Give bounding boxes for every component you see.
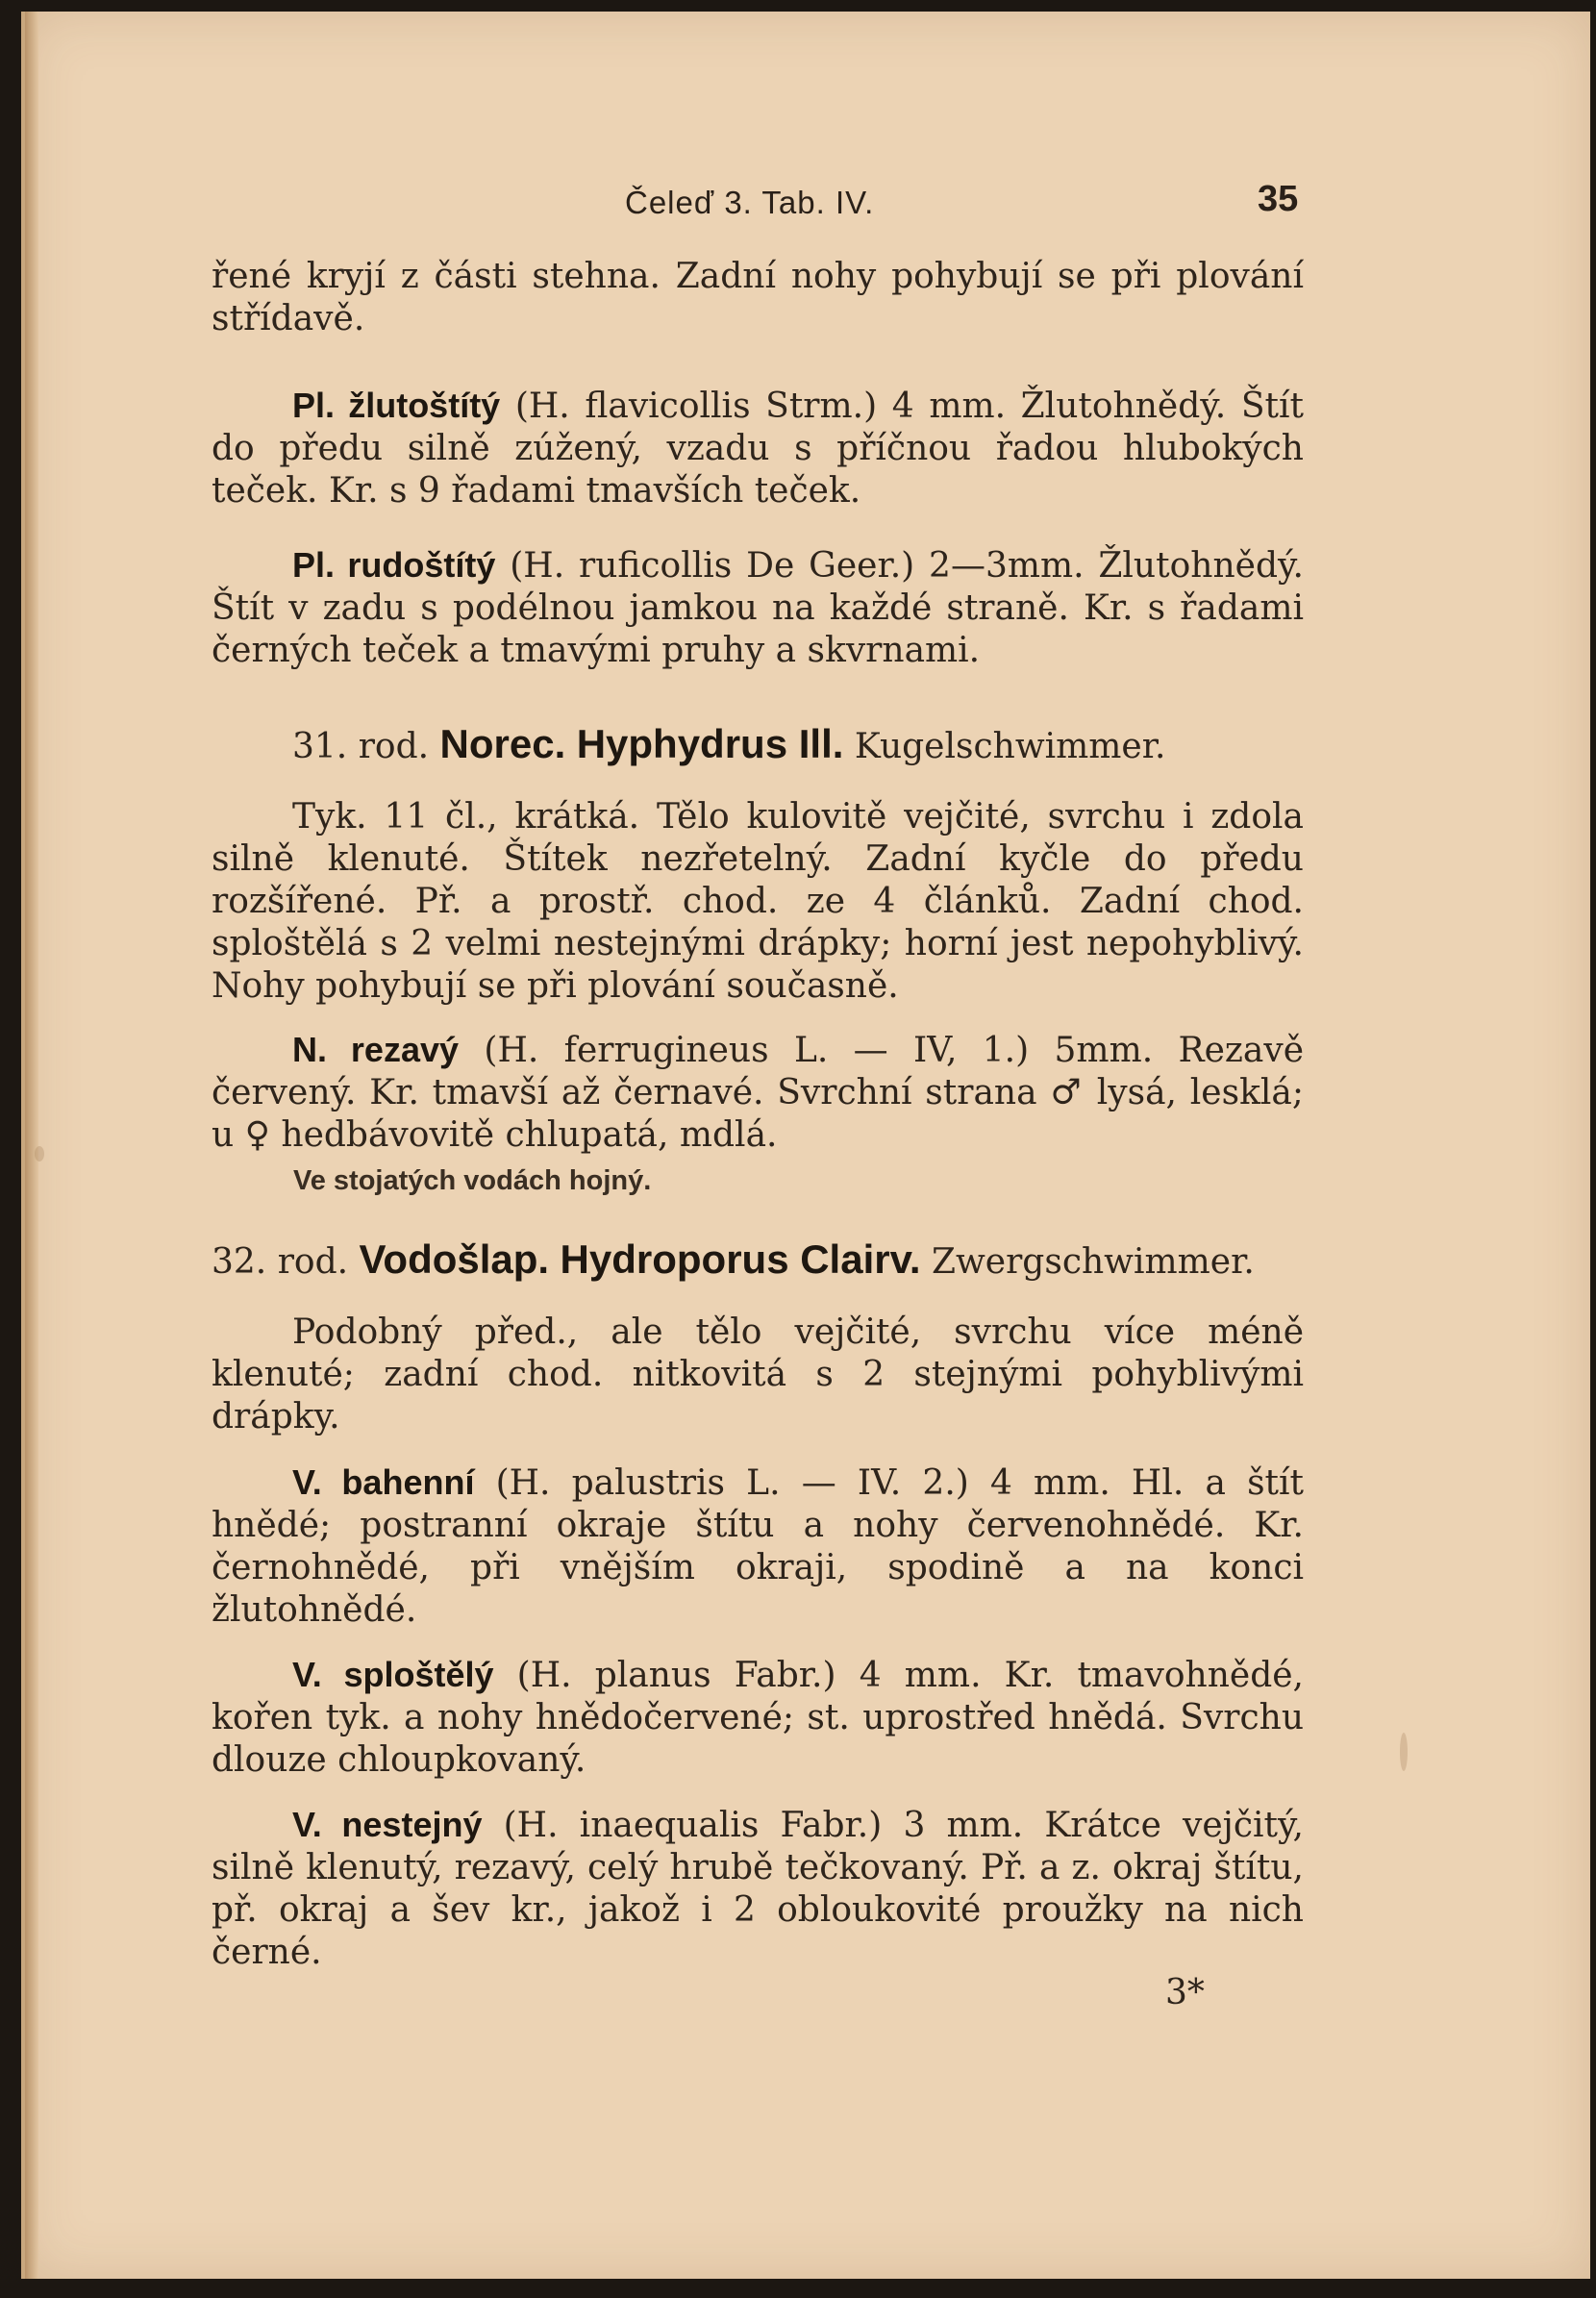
species-entry-flavicollis [212, 385, 1304, 512]
species-name: N. rezavý [292, 1030, 460, 1069]
habitat-note: Ve stojatých vodách hojný. [293, 1165, 652, 1196]
genus-number: 31. rod. [292, 727, 440, 766]
species-description: (H. flavicollis Strm.) 4 mm. Žlutohnědý. Štít do předu silně zúžený, vzadu s příčnou řadou hlubokých teček. Kr. s 9 řadami tmavších teček. [212, 387, 1304, 511]
species-name: V. nestejný [292, 1805, 483, 1844]
species-entry-ferrugineus [212, 1029, 1304, 1157]
paper-stain [35, 1146, 44, 1161]
species-entry-inaequalis [212, 1804, 1304, 1974]
genus-heading-31 [212, 723, 1304, 768]
genus-german-name: Kugelschwimmer. [843, 727, 1166, 766]
genus-czech-name: Norec. [439, 721, 566, 766]
genus-number: 32. rod. [212, 1242, 360, 1282]
genus-czech-name: Vodošlap. [359, 1236, 550, 1282]
species-name: V. bahenní [292, 1462, 475, 1502]
paragraph-continuation: řené kryjí z části stehna. Zadní nohy pohybují se při plování střídavě. [212, 257, 1304, 338]
species-name: V. sploštělý [292, 1655, 494, 1694]
species-description: (H. ferrugineus L. — IV, 1.) 5mm. Rezavě červený. Kr. tmavší až černavé. Svrchní strana ♂ lysá, lesklá; u ♀ hedbávovitě chlupatá, mdlá. [212, 1031, 1304, 1155]
page-number: 35 [1258, 179, 1299, 219]
genus-latin-name: Hydroporus Clairv. [560, 1236, 921, 1282]
genus-latin-name: Hyphydrus Ill. [576, 721, 844, 766]
species-entry-ruficollis [212, 544, 1304, 672]
species-entry-palustris [212, 1461, 1304, 1632]
species-description: (H. ruficollis De Geer.) 2—3mm. Žlutohnědý. Štít v zadu s podélnou jamkou na každé straně. Kr. s řadami černých teček a tmavými pruhy a skvrnami. [212, 546, 1304, 670]
species-name: Pl. žlutoštítý [292, 386, 501, 425]
signature-mark: 3* [1165, 1973, 1205, 2012]
species-name: Pl. rudoštítý [292, 545, 496, 585]
species-entry-planus [212, 1654, 1304, 1782]
genus-description-31: Tyk. 11 čl., krátká. Tělo kulovitě vejčité, svrchu i zdola silně klenuté. Štítek nezřetelný. Zadní kyčle do předu rozšířené. Př. a prostř. chod. ze 4 článků. Zadní chod. sploštělá s 2 velmi nestejnými drápky; horní jest nepohyblivý. Nohy pohybují se při plování současně. [212, 797, 1304, 1006]
paper-stain [1400, 1733, 1408, 1771]
species-description: (H. inaequalis Fabr.) 3 mm. Krátce vejčitý, silně klenutý, rezavý, celý hrubě tečkovaný. Př. a z. okraj štítu, př. okraj a šev kr., jakož i 2 obloukovité proužky na nich černé. [212, 1806, 1304, 1972]
page-binding-edge [25, 12, 38, 2279]
genus-german-name: Zwergschwimmer. [920, 1242, 1255, 1282]
running-header: Čeleď 3. Tab. IV. [625, 185, 875, 220]
genus-description-32: Podobný před., ale tělo vejčité, svrchu více méně klenuté; zadní chod. nitkovitá s 2 stejnými pohyblivými drápky. [212, 1312, 1304, 1436]
species-description: (H. palustris L. — IV. 2.) 4 mm. Hl. a štít hnědé; postranní okraje štítu a nohy červenohnědé. Kr. černohnědé, při vnějším okraji, spodině a na konci žlutohnědé. [212, 1463, 1305, 1630]
genus-heading-32 [212, 1238, 1304, 1284]
species-description: (H. planus Fabr.) 4 mm. Kr. tmavohnědé, kořen tyk. a nohy hnědočervené; st. uprostřed hnědá. Svrchu dlouze chloupkovaný. [212, 1656, 1304, 1780]
